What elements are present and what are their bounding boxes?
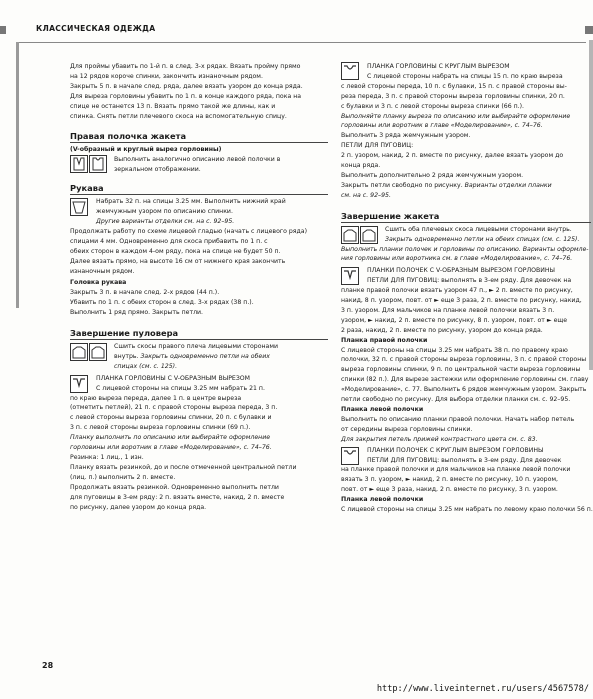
jacket-vneck-line: накид, 8 п. узором, повт. от ► еще 3 раза, 2 п. вместе по рисунку, накид, (341, 297, 582, 305)
vneck-band-italic: Планку выполнить по описанию или выбирайте оформление (70, 434, 271, 442)
right-band-heading: Планка правой полочки (341, 336, 428, 344)
top-band-right-mark (585, 26, 593, 34)
finish-pullover-block (70, 342, 328, 372)
finish-pullover-italic: Закрыть одновременно петли на обеих (140, 352, 270, 360)
round-neck-title: ПЛАНКА ГОРЛОВИНЫ С КРУГЛЫМ ВЫРЕЗОМ (367, 63, 510, 70)
rib-line: Резинка: 1 лиц., 1 изн. (70, 454, 144, 461)
vneck-band-italic: горловины или воротник в главе «Моделирование», с. 74–76. (70, 444, 272, 452)
jacket-round-line: на планке правой полочки и для мальчиков на планке левой полочки (341, 466, 571, 474)
buttonhole-line: конца ряда. (341, 162, 381, 170)
buttonhole-label: ПЕТЛИ ДЛЯ ПУГОВИЦ: (341, 142, 414, 150)
sleeves-line: Продолжать работу по схеме лицевой гладью (начать с лицевого ряда) (70, 227, 307, 235)
jacket-shoulder-back-icon (360, 226, 378, 244)
intro-line: Для выреза горловины убавить по 1 п. в конце каждого ряда, пока на (70, 92, 302, 100)
round-left-band-line: С лицевой стороны на спицы 3.25 мм набрать по левому краю полочки 56 п. (341, 506, 593, 514)
rib-line: Продолжать вязать резинкой. Одновременно выполнить петли (70, 483, 279, 491)
vneck-band-line: по краю выреза переда, далее 1 п. в центре выреза (70, 394, 242, 402)
vneck-icon (70, 375, 88, 393)
vneck-band-line: с левой стороны выреза горловины спинки, 20 п. с булавки и (70, 414, 272, 422)
sleeve-cap-line: Закрыть 3 п. в начале след. 2-х рядов (44 п.). (70, 289, 220, 297)
finish-pullover-line: внутрь. (114, 352, 141, 360)
jacket-round-line: ПЕТЛИ ДЛЯ ПУГОВИЦ: выполнять в 3-ем ряду. Для девочек (367, 456, 562, 464)
rib-line: (лиц. п.) выполнить 2 п. вместе. (70, 473, 176, 481)
sleeves-line: жемчужным узором по описанию спинки. (96, 208, 233, 216)
jacket-vneck-line: ПЕТЛИ ДЛЯ ПУГОВИЦ: выполнять в 3-ем ряду. Для девочек на (367, 277, 572, 285)
buttonhole-italic: см. на с. 92–95. (341, 191, 391, 199)
finish-jacket-italic: Закрыть одновременно петли на обеих спицах (см. с. 125). (385, 235, 580, 243)
sleeves-line: спицами 4 мм. Одновременно для скоса прибавить по 1 п. с (70, 237, 268, 245)
right-front-heading: Правая полочка жакета (70, 131, 328, 143)
round-neck-line: Выполнить 3 ряда жемчужным узором. (341, 132, 471, 140)
left-band-line: от середины выреза горловины спинки. (341, 425, 473, 433)
finish-jacket-italic: Выполнить планки полочек и горловины по описанию. Варианты оформле- (341, 245, 589, 253)
finish-jacket-line: Сшить оба плечевых скоса лицевыми сторонами внутрь. (385, 225, 572, 233)
vneck-band-line: С лицевой стороны на спицы 3.25 мм набрать 21 п. (96, 384, 265, 392)
intro-line: Закрыть 5 п. в начале след. ряда, далее вязать узором до конца ряда. (70, 82, 303, 90)
sleeve-icon (70, 198, 88, 216)
finish-pullover-italic: спицах (см. с. 125). (114, 362, 178, 370)
finish-jacket-block (341, 225, 591, 245)
right-column (341, 62, 591, 515)
left-band-heading: Планка левой полочки (341, 406, 424, 413)
right-front-block (70, 155, 328, 175)
header-rule (16, 42, 586, 43)
shoulder-seam-icon (70, 343, 88, 361)
running-header: КЛАССИЧЕСКАЯ ОДЕЖДА (36, 24, 156, 33)
buttonhole-line: Выполнить дополнительно 2 ряда жемчужным узором. (341, 171, 524, 179)
sleeve-cap-heading: Головка рукава (70, 279, 127, 287)
finish-pullover-heading: Завершение пуловера (70, 328, 328, 340)
sleeve-cap-line: Выполнить 1 ряд прямо. Закрыть петли. (70, 309, 204, 317)
left-band-italic: Для закрытия петель прижей контрастного цвета см. с. 83. (341, 435, 538, 443)
round-left-band-heading: Планка левой полочки (341, 496, 424, 504)
sleeves-italic: Другие варианты отделки см. на с. 92–95. (96, 217, 235, 225)
right-band-line: С лицевой стороны на спицы 3.25 мм набрать 38 п. по правому краю (341, 346, 568, 354)
jacket-vneck-block (341, 266, 591, 286)
jacket-shoulder-icon (341, 226, 359, 244)
round-neck-italic: Выполняйте планку выреза по описанию или выбирайте оформление (341, 112, 571, 120)
intro-line: на 12 рядов короче спинки, закончить изнаночным рядом. (70, 72, 263, 80)
right-band-line: «Моделирование», с. 77. Выполнить 6 рядов жемчужным узором. Закрыть (341, 386, 587, 394)
rib-line: по рисунку, далее узором до конца ряда. (70, 503, 207, 511)
buttonhole-italic: Варианты отделки планки (464, 181, 552, 189)
intro-line: спице не останется 13 п. Вязать прямо такой же длины, как и (70, 102, 276, 110)
jacket-vneck-icon (341, 267, 359, 285)
jacket-vneck-title: ПЛАНКИ ПОЛОЧЕК С V-ОБРАЗНЫМ ВЫРЕЗОМ ГОРЛОВИНЫ (367, 267, 555, 275)
sleeves-line: Набрать 32 п. на спицы 3.25 мм. Выполнить нижний край (96, 198, 286, 206)
jacket-vneck-line: узором, ► накид, 2 п. вместе по рисунку, 8 п. узором, повт. от ► еще (341, 316, 568, 324)
right-band-line: полочки, 32 п. с правой стороны выреза горловины, 3 п. с правой стороны (341, 356, 587, 364)
jacket-front-round-icon (89, 155, 107, 173)
right-front-line: Выполнить аналогично описанию левой полочки в (114, 156, 281, 164)
sleeves-line: изнаночным рядом. (70, 267, 135, 275)
watermark-url: http://www.liveinternet.ru/users/4567578/ (376, 684, 589, 694)
vneck-band-title: ПЛАНКА ГОРЛОВИНЫ С V-ОБРАЗНЫМ ВЫРЕЗОМ (96, 374, 251, 382)
rib-line: для пуговицы в 3-ем ряду: 2 п. вязать вместе, накид, 2 п. вместе (70, 493, 285, 501)
left-band-line: Выполнить по описанию планки правой полочки. Начать набор петель (341, 415, 575, 423)
top-band-left-mark (0, 26, 6, 34)
jacket-round-line: вязать 3 п. узором, ► накид, 2 п. вместе по рисунку, 10 п. узором, (341, 476, 559, 484)
right-band-line: выреза горловины спинки, 9 п. по центральной части выреза горловины (341, 366, 581, 374)
intro-line: Для проймы убавить по 1-й п. в след. 3-х рядах. Вязать пройму прямо (70, 63, 301, 70)
round-neck-line: с левой стороны переда, 10 п. с булавки, 15 п. с правой стороны вы- (341, 82, 567, 90)
jacket-round-line: повт. от ► еще 3 раза, накид, 2 п. вместе по рисунку, 3 п. узором. (341, 486, 558, 494)
right-front-line: зеркальном отображении. (114, 166, 201, 174)
buttonhole-line: 2 п. узором, накид, 2 п. вместе по рисунку, далее вязать узором до (341, 152, 564, 160)
jacket-front-icon (70, 155, 88, 173)
jacket-round-block (341, 446, 591, 466)
left-column (70, 62, 328, 512)
round-neck-italic: горловины или воротник в главе «Моделирование», с. 74–76. (341, 122, 543, 130)
round-neck-block (341, 62, 591, 82)
jacket-vneck-line: 3 п. узором. Для мальчиков на планке левой полочки вязать 3 п. (341, 306, 555, 314)
jacket-vneck-line: 2 раза, накид, 2 п. вместе по рисунку, узором до конца ряда. (341, 326, 543, 334)
jacket-round-title: ПЛАНКИ ПОЛОЧЕК С КРУГЛЫМ ВЫРЕЗОМ ГОРЛОВИНЫ (367, 446, 544, 454)
finish-jacket-italic: ния горловины или воротника см. в главе «Моделирование», с. 74–76. (341, 255, 573, 263)
right-band-line: спинки (82 п.). Для вырезе застежки или оформление горловины см. главу (341, 376, 589, 384)
buttonhole-line: Закрыть петли свободно по рисунку. (341, 181, 465, 189)
page-number: 28 (42, 661, 54, 670)
round-neck-line: С лицевой стороны набрать на спицы 15 п. по краю выреза (367, 72, 563, 80)
sleeves-line: обеих сторон в каждом 4-ом ряду, пока на спице не будет 50 п. (70, 247, 281, 255)
finish-pullover-line: Сшить скосы правого плеча лицевыми сторонами (114, 343, 279, 351)
rib-line: Планку вязать резинкой, до и после отмеченной центральной петли (70, 463, 297, 471)
round-neck-line: реза переда, 3 п. с правой стороны выреза горловины спинки, 20 п. (341, 92, 565, 100)
finish-jacket-heading: Завершение жакета (341, 211, 591, 223)
sleeves-heading: Рукава (70, 183, 328, 195)
vneck-band-block (70, 374, 328, 394)
jacket-vneck-line: планке правой полочки вязать узором 47 п., ► 2 п. вместе по рисунку, (341, 287, 573, 295)
right-band-line: петли свободно по рисунку. Для выбора отделки планки см. с. 92–95. (341, 396, 571, 404)
round-neck-line: с булавки и 3 п. с левой стороны выреза спинки (66 п.). (341, 102, 524, 110)
vneck-band-line: 3 п. с левой стороны выреза горловины спинки (69 п.). (70, 424, 251, 432)
left-margin-bar (16, 42, 19, 308)
jacket-round-neck-icon (341, 447, 359, 465)
sleeve-cap-line: Убавить по 1 п. с обеих сторон в след. 3-х рядах (38 п.). (70, 299, 254, 307)
sleeves-line: Далее вязать прямо, на высоте 16 см от нижнего края закончить (70, 257, 286, 265)
vneck-band-line: (отметить петлей), 21 п. с правой стороны выреза переда, 3 п. (70, 404, 278, 412)
round-neck-icon (341, 62, 359, 80)
intro-line: спинка. Снять петли плечевого скоса на вспомогательную спицу. (70, 112, 287, 120)
shoulder-seam-back-icon (89, 343, 107, 361)
right-front-subheading: (V-образный и круглый вырез горловины) (70, 146, 222, 154)
sleeves-block (70, 197, 328, 227)
